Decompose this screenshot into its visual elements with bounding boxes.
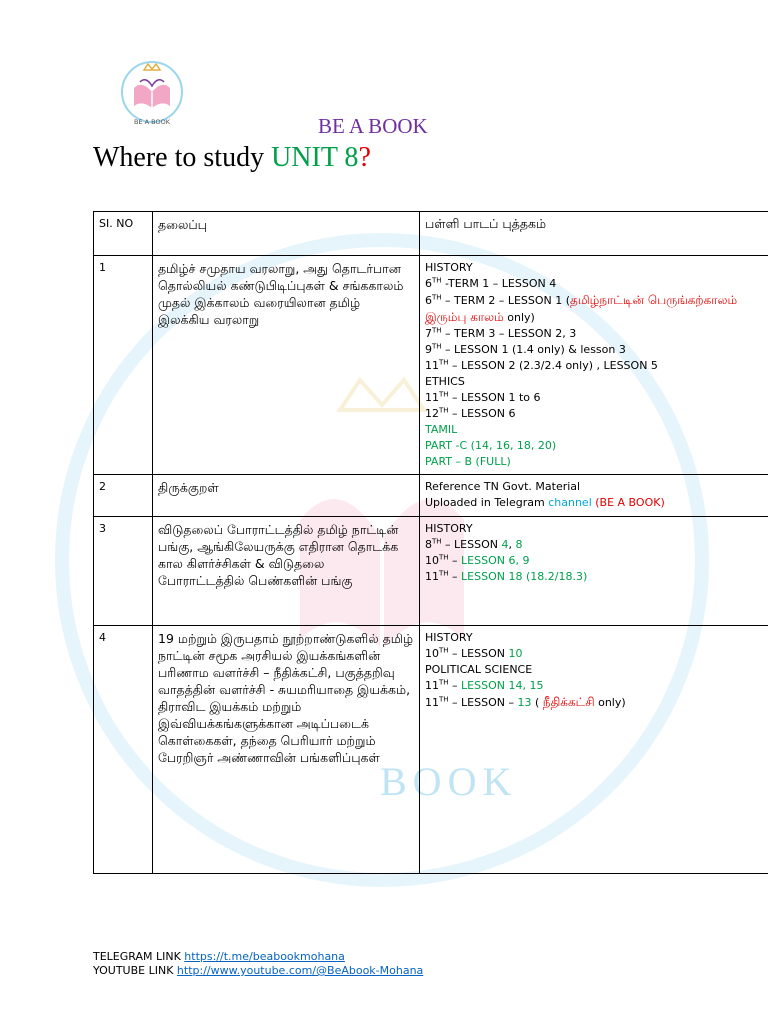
- ref-highlight: 13: [517, 696, 532, 709]
- header-row: [94, 212, 768, 256]
- ref-line: 7TH – TERM 3 – LESSON 2, 3: [425, 326, 577, 340]
- ref-line: [425, 495, 768, 511]
- table-row: [94, 517, 768, 626]
- row-book-refs: [420, 626, 768, 874]
- ref-highlight: தமிழ்நாட்டின் பெருங்கற்காலம் இரும்பு காலம்: [425, 293, 738, 324]
- row-sl: 2: [94, 475, 153, 517]
- title-unit: UNIT 8: [271, 142, 359, 173]
- history-label: HISTORY: [425, 261, 473, 274]
- ref-text: ,: [508, 538, 516, 551]
- history-label: HISTORY: [425, 631, 473, 644]
- youtube-link[interactable]: http://www.youtube.com/@BeAbook-Mohana: [176, 964, 424, 977]
- table-row: [94, 256, 768, 475]
- ref-text: 11TH –: [425, 569, 462, 583]
- row-topic: விடுதலைப் போராட்டத்தில் தமிழ் நாட்டின் பங்கு, ஆங்கிலேயருக்கு எதிரான தொடக்க கால கிளர்ச்சிகள் & விடுதலை போராட்டத்தில் பெண்களின் பங்கு: [153, 517, 420, 626]
- table-row: [94, 475, 768, 517]
- ref-line: [425, 537, 768, 553]
- ref-text: 11TH – LESSON –: [425, 695, 518, 709]
- row-book-refs: [420, 256, 768, 475]
- political-science-label: POLITICAL SCIENCE: [425, 663, 533, 676]
- ref-highlight: (BE A BOOK): [595, 496, 665, 509]
- ref-text: 10TH – LESSON: [425, 646, 509, 660]
- ref-text: 10TH –: [425, 553, 462, 567]
- row-topic: திருக்குறள்: [153, 475, 420, 517]
- ref-line: 12TH – LESSON 6: [425, 406, 516, 420]
- ref-highlight: LESSON 14, 15: [461, 679, 544, 692]
- ref-line: [425, 553, 768, 569]
- ref-text: 6TH – TERM 2 – LESSON 1 (: [425, 293, 571, 307]
- telegram-link[interactable]: https://t.me/beabookmohana: [184, 950, 345, 963]
- ref-line: [425, 292, 768, 326]
- ref-highlight: 4: [501, 538, 509, 551]
- ref-text: 11TH –: [425, 678, 462, 692]
- ref-line: [425, 694, 768, 711]
- header-topic: தலைப்பு: [153, 212, 420, 256]
- ref-highlight: LESSON 6, 9: [461, 554, 530, 567]
- row-sl: 1: [94, 256, 153, 475]
- header-sl: SI. NO: [94, 212, 153, 256]
- page-title: [93, 142, 371, 174]
- watermark-text: BOOK: [380, 759, 518, 804]
- youtube-line: [93, 964, 423, 978]
- tamil-label: TAMIL: [425, 423, 458, 436]
- row-sl: 3: [94, 517, 153, 626]
- ref-line: 9TH – LESSON 1 (1.4 only) & lesson 3: [425, 342, 626, 356]
- table-row: [94, 626, 768, 874]
- ethics-label: ETHICS: [425, 375, 465, 388]
- ref-highlight: நீதிக்கட்சி: [542, 695, 595, 709]
- ref-line: 6TH -TERM 1 – LESSON 4: [425, 276, 557, 290]
- row-sl: 4: [94, 626, 153, 874]
- ref-highlight: 8: [515, 538, 523, 551]
- be-a-book-logo: [112, 58, 192, 130]
- ref-text: only): [503, 311, 535, 324]
- ref-line: PART -C (14, 16, 18, 20): [425, 439, 557, 452]
- footer-links: [93, 950, 423, 978]
- ref-line: 11TH – LESSON 1 to 6: [425, 390, 541, 404]
- ref-text: only): [594, 696, 626, 709]
- ref-line: Reference TN Govt. Material: [425, 480, 581, 493]
- ref-highlight: channel: [548, 496, 592, 509]
- ref-line: 11TH – LESSON 2 (2.3/2.4 only) , LESSON 5: [425, 358, 658, 372]
- brand-title: BE A BOOK: [318, 114, 428, 138]
- ref-line: [425, 569, 768, 585]
- ref-text: (: [531, 696, 543, 709]
- header-book: பள்ளி பாடப் புத்தகம்: [420, 212, 768, 256]
- row-book-refs: [420, 475, 768, 517]
- ref-highlight: LESSON 18 (18.2/18.3): [461, 570, 588, 583]
- telegram-line: [93, 950, 423, 964]
- title-mark: ?: [358, 142, 371, 173]
- title-prefix: Where to study: [93, 142, 272, 173]
- row-book-refs: [420, 517, 768, 626]
- telegram-label: TELEGRAM LINK: [93, 950, 185, 963]
- history-label: HISTORY: [425, 522, 473, 535]
- ref-line: PART – B (FULL): [425, 455, 511, 468]
- ref-line: [425, 678, 768, 694]
- row-topic: தமிழ்ச் சமுதாய வரலாறு, அது தொடர்பான தொல்லியல் கண்டுபிடிப்புகள் & சங்ககாலம் முதல் இக்காலம் வரையிலான தமிழ் இலக்கிய வரலாறு: [153, 256, 420, 475]
- ref-line: [425, 646, 768, 662]
- row-topic: 19 மற்றும் இருபதாம் நூற்றாண்டுகளில் தமிழ் நாட்டின் சமூக அரசியல் இயக்கங்களின் பரிணாம வளர்ச்சி – நீதிக்கட்சி, பகுத்தறிவு வாதத்தின் வளர்ச்சி - சுயமரியாதை இயக்கம், திராவிட இயக்கம் மற்றும் இவ்வியக்கங்களுக்கான அடிப்படைக் கொள்கைகள், தந்தை பெரியார் மற்றும் பேரறிஞர் அண்ணாவின் பங்களிப்புகள்: [153, 626, 420, 874]
- study-table: [93, 211, 768, 874]
- ref-text: 8TH – LESSON: [425, 537, 502, 551]
- ref-text: Uploaded in Telegram: [425, 496, 549, 509]
- logo-text: BE A BOOK: [134, 118, 170, 126]
- youtube-label: YOUTUBE LINK: [93, 964, 177, 977]
- ref-highlight: 10: [508, 647, 523, 660]
